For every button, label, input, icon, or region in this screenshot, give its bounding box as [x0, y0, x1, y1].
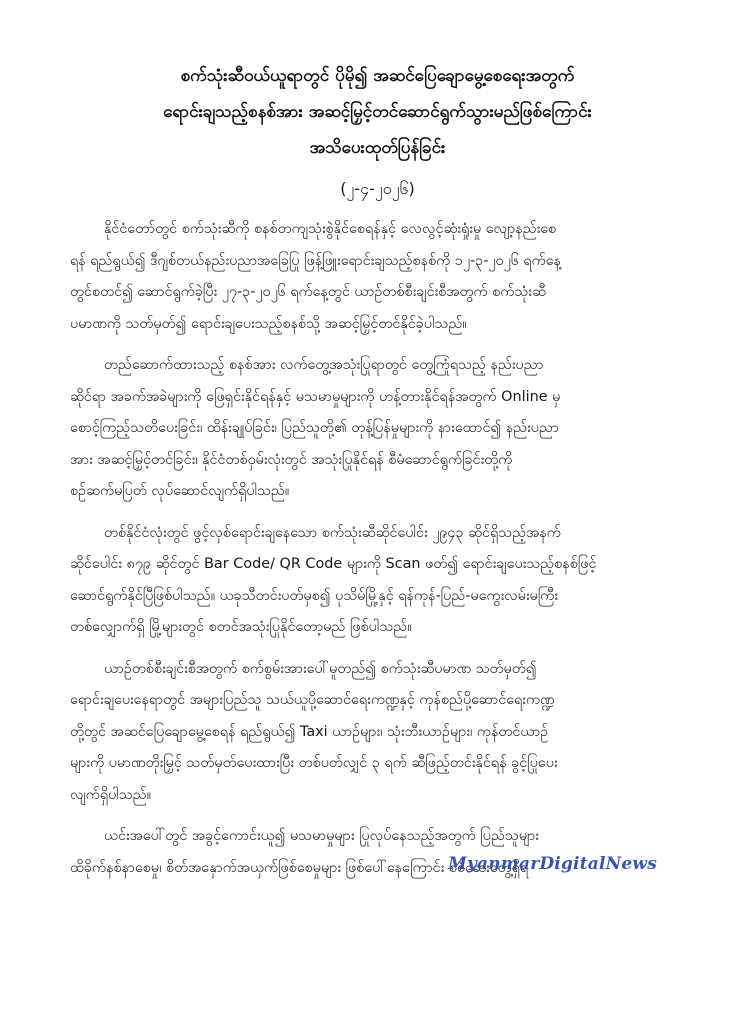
paragraph-4: [70, 654, 685, 812]
paragraph-line: အား အဆင့်မြှင့်တင်ခြင်း၊ နိုင်ငံတစ်ဝှမ်းလုံးတွင် အသုံးပြုနိုင်ရန် စီမံဆောင်ရွက်ခြင်းတို့ကို: [70, 451, 513, 468]
paragraph-line: ဆိုင်ရာ အခက်အခဲများကို ဖြေရှင်းနိုင်ရန်နှင့် မသမာမှုများကို ဟန့်တားနိုင်ရန်အတွက် Online မှ: [70, 388, 561, 405]
paragraph-line: ယာဉ်တစ်စီးချင်းစီအတွက် စက်စွမ်းအားပေါ်မူတည်၍ စက်သုံးဆီပမာဏ သတ်မှတ်၍: [104, 660, 537, 677]
paragraph-5: [70, 821, 685, 884]
document-date: (၂-၄-၂၀၂၆): [340, 179, 415, 198]
paragraph-line: နိုင်ငံတော်တွင် စက်သုံးဆီကို စနစ်တကျသုံးစွဲနိုင်စေရန်နှင့် လေလွင့်ဆုံးရှုံးမှု လျော့နည်းစေ: [104, 221, 557, 237]
title-line-2: ရောင်းချသည့်စနစ်အား အဆင့်မြှင့်တင်ဆောင်ရွက်သွားမည်ဖြစ်ကြောင်း: [163, 102, 592, 122]
paragraph-line: တည်ဆောက်ထားသည့် စနစ်အား လက်တွေ့အသုံးပြုရာတွင် တွေ့ကြုံရသည့် နည်းပညာ: [104, 357, 544, 373]
paragraph-line: ရောင်းချပေးနေရာတွင် အများပြည်သူ သယ်ယူပို့ဆောင်ရေးကဏ္ဍနှင့် ကုန်စည်ပို့ဆောင်ရေးကဏ္ဍ: [70, 692, 555, 708]
title-line-1: စက်သုံးဆီဝယ်ယူရာတွင် ပိုမို၍ အဆင်ပြေချောမွေ့စေရေးအတွက်: [180, 66, 575, 86]
paragraph-line: ဆိုင်ပေါင်း ၈၇၉ ဆိုင်တွင် Bar Code/ QR Code များကို Scan ဖတ်၍ ရောင်းချပေးသည့်စနစ်ဖြင့်: [70, 556, 597, 572]
document-title: [70, 58, 685, 166]
paragraph-line: ပမာဏကို သတ်မှတ်၍ ရောင်းချပေးသည့်စနစ်သို့ အဆင့်မြှင့်တင်နိုင်ခဲ့ပါသည်။: [70, 315, 467, 332]
document-body: [70, 214, 685, 884]
paragraph-line: ရန် ရည်ရွယ်၍ ဒီဂျစ်တယ်နည်းပညာအခြေပြု ဖြန့်ဖြူးရောင်းချသည့်စနစ်ကို ၁၂-၃-၂၀၂၆ ရက်နေ့: [70, 252, 561, 269]
title-line-3: အသိပေးထုတ်ပြန်ခြင်း: [309, 138, 446, 158]
paragraph-line: စဉ်ဆက်မပြတ် လုပ်ဆောင်လျက်ရှိပါသည်။: [70, 483, 290, 499]
paragraph-line: ဆောင်ရွက်နိုင်ပြီဖြစ်ပါသည်။ ယခုသီတင်းပတ်မှစ၍ ပုသိမ်မြို့နှင့် ရန်ကုန်-ပြည်-မကွေးလမ်းမကြီး: [70, 587, 559, 604]
paragraph-line: စောင့်ကြည့်သတိပေးခြင်း၊ ထိန်းချုပ်ခြင်း၊ ပြည်သူတို့၏ တုန့်ပြန်မှုများကို နားထောင်၍ နည်းပညာ: [70, 420, 559, 436]
paragraph-line: တွင်စတင်၍ ဆောင်ရွက်ခဲ့ပြီး ၂၇-၃-၂၀၂၆ ရက်နေ့တွင် ယာဉ်တစ်စီးချင်းစီအတွက် စက်သုံးဆီ: [70, 284, 546, 300]
paragraph-line: လျက်ရှိပါသည်။: [70, 786, 151, 803]
paragraph-3: [70, 518, 685, 644]
watermark-brand: MyanmarDigitalNews: [447, 854, 657, 874]
paragraph-line: များကို ပမာဏတိုးမြှင့် သတ်မှတ်ပေးထားပြီး တစ်ပတ်လျှင် ၃ ရက် ဆီဖြည့်တင်းနိုင်ရန် ခွင့်ပြုပေး: [70, 755, 558, 771]
paragraph-line: တစ်လျှောက်ရှိ မြို့များတွင် စတင်အသုံးပြုနိုင်တော့မည် ဖြစ်ပါသည်။: [70, 619, 412, 635]
paragraph-line: တစ်နိုင်ငံလုံးတွင် ဖွင့်လှစ်ရောင်းချနေသော စက်သုံးဆီဆိုင်ပေါင်း ၂၉၄၃ ဆိုင်ရှိသည့်အနက်: [104, 524, 561, 541]
paragraph-line: ထိခိုက်နစ်နာစေမှု၊ စိတ်အနှောက်အယှက်ဖြစ်စေမှုများ ဖြစ်ပေါ်နေကြောင်း စစ်ဆေးတွေ့ရှိရ: [70, 859, 529, 876]
paragraph-1: [70, 214, 685, 340]
paragraph-line: ယင်းအပေါ်တွင် အခွင့်ကောင်းယူ၍ မသမာမှုများ ပြုလုပ်နေသည့်အတွက် ပြည်သူများ: [104, 828, 539, 844]
paragraph-line: တို့တွင် အဆင်ပြေချောမွေ့စေရန် ရည်ရွယ်၍ Taxi ယာဉ်များ၊ သုံးဘီးယာဉ်များ၊ ကုန်တင်ယာဉ်: [70, 723, 549, 740]
paragraph-2: [70, 350, 685, 508]
